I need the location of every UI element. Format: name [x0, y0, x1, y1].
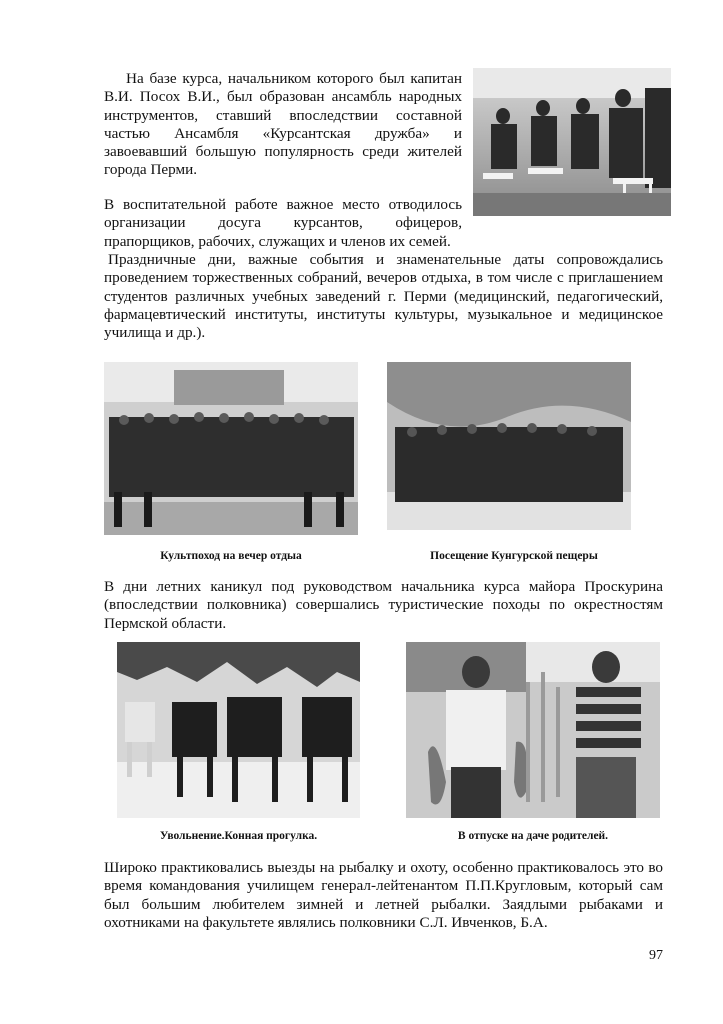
- paragraph-fishing-hunting: Широко практиковались выезды на рыбалку и охоту, особенно практиковалось это во время командования училищем генерал-лейтенантом П.П.Кругловым, который сам был большим любителем зимней и летней рыбалки. Заядлыми рыбаками и охотниками на факультете являлись полковники С.Л. Ивченков, Б.А.: [104, 859, 663, 931]
- photo-ensemble: [473, 68, 671, 216]
- photo-kungur-cave: [387, 362, 631, 530]
- paragraph-ensemble: На базе курса, начальником которого был капитан В.И. Посох В.И., был образован ансамбль народных инструментов, ставший впоследствии составной частью Ансамбля «Курсантская дружба» и завоевавший большую популярность среди жителей города Перми.: [104, 70, 462, 179]
- photo-fishing-dacha: [406, 642, 660, 818]
- paragraph-tourism: В дни летних каникул под руководством начальника курса майора Проскурина (впоследствии полковника) совершались туристические походы по окрестностям Пермской области.: [104, 578, 663, 632]
- paragraph-holidays: Праздничные дни, важные события и знаменательные даты сопровождались проведением торжественных собраний, вечеров отдыха, в том числе с приглашением студентов различных учебных заведений г. Перми (медицинский, педагогический, фармацевтический институты, институты культуры, музыкальное и медицинское училища и др.).: [104, 251, 663, 342]
- caption-horse-ride: Увольнение.Конная прогулка.: [159, 830, 318, 842]
- paragraph-leisure: В воспитательной работе важное место отводилось организации досуга курсантов, офицеров, прапорщиков, рабочих, служащих и членов их семей.: [104, 196, 462, 250]
- caption-kungur-cave: Посещение Кунгурской пещеры: [430, 550, 598, 562]
- photo-cultural-outing: [104, 362, 358, 535]
- caption-fishing-dacha: В отпуске на даче родителей.: [457, 830, 609, 842]
- caption-cultural-outing: Культпоход на вечер отдыа: [160, 550, 302, 562]
- photo-horse-ride: [117, 642, 360, 818]
- page-number: 97: [649, 948, 663, 963]
